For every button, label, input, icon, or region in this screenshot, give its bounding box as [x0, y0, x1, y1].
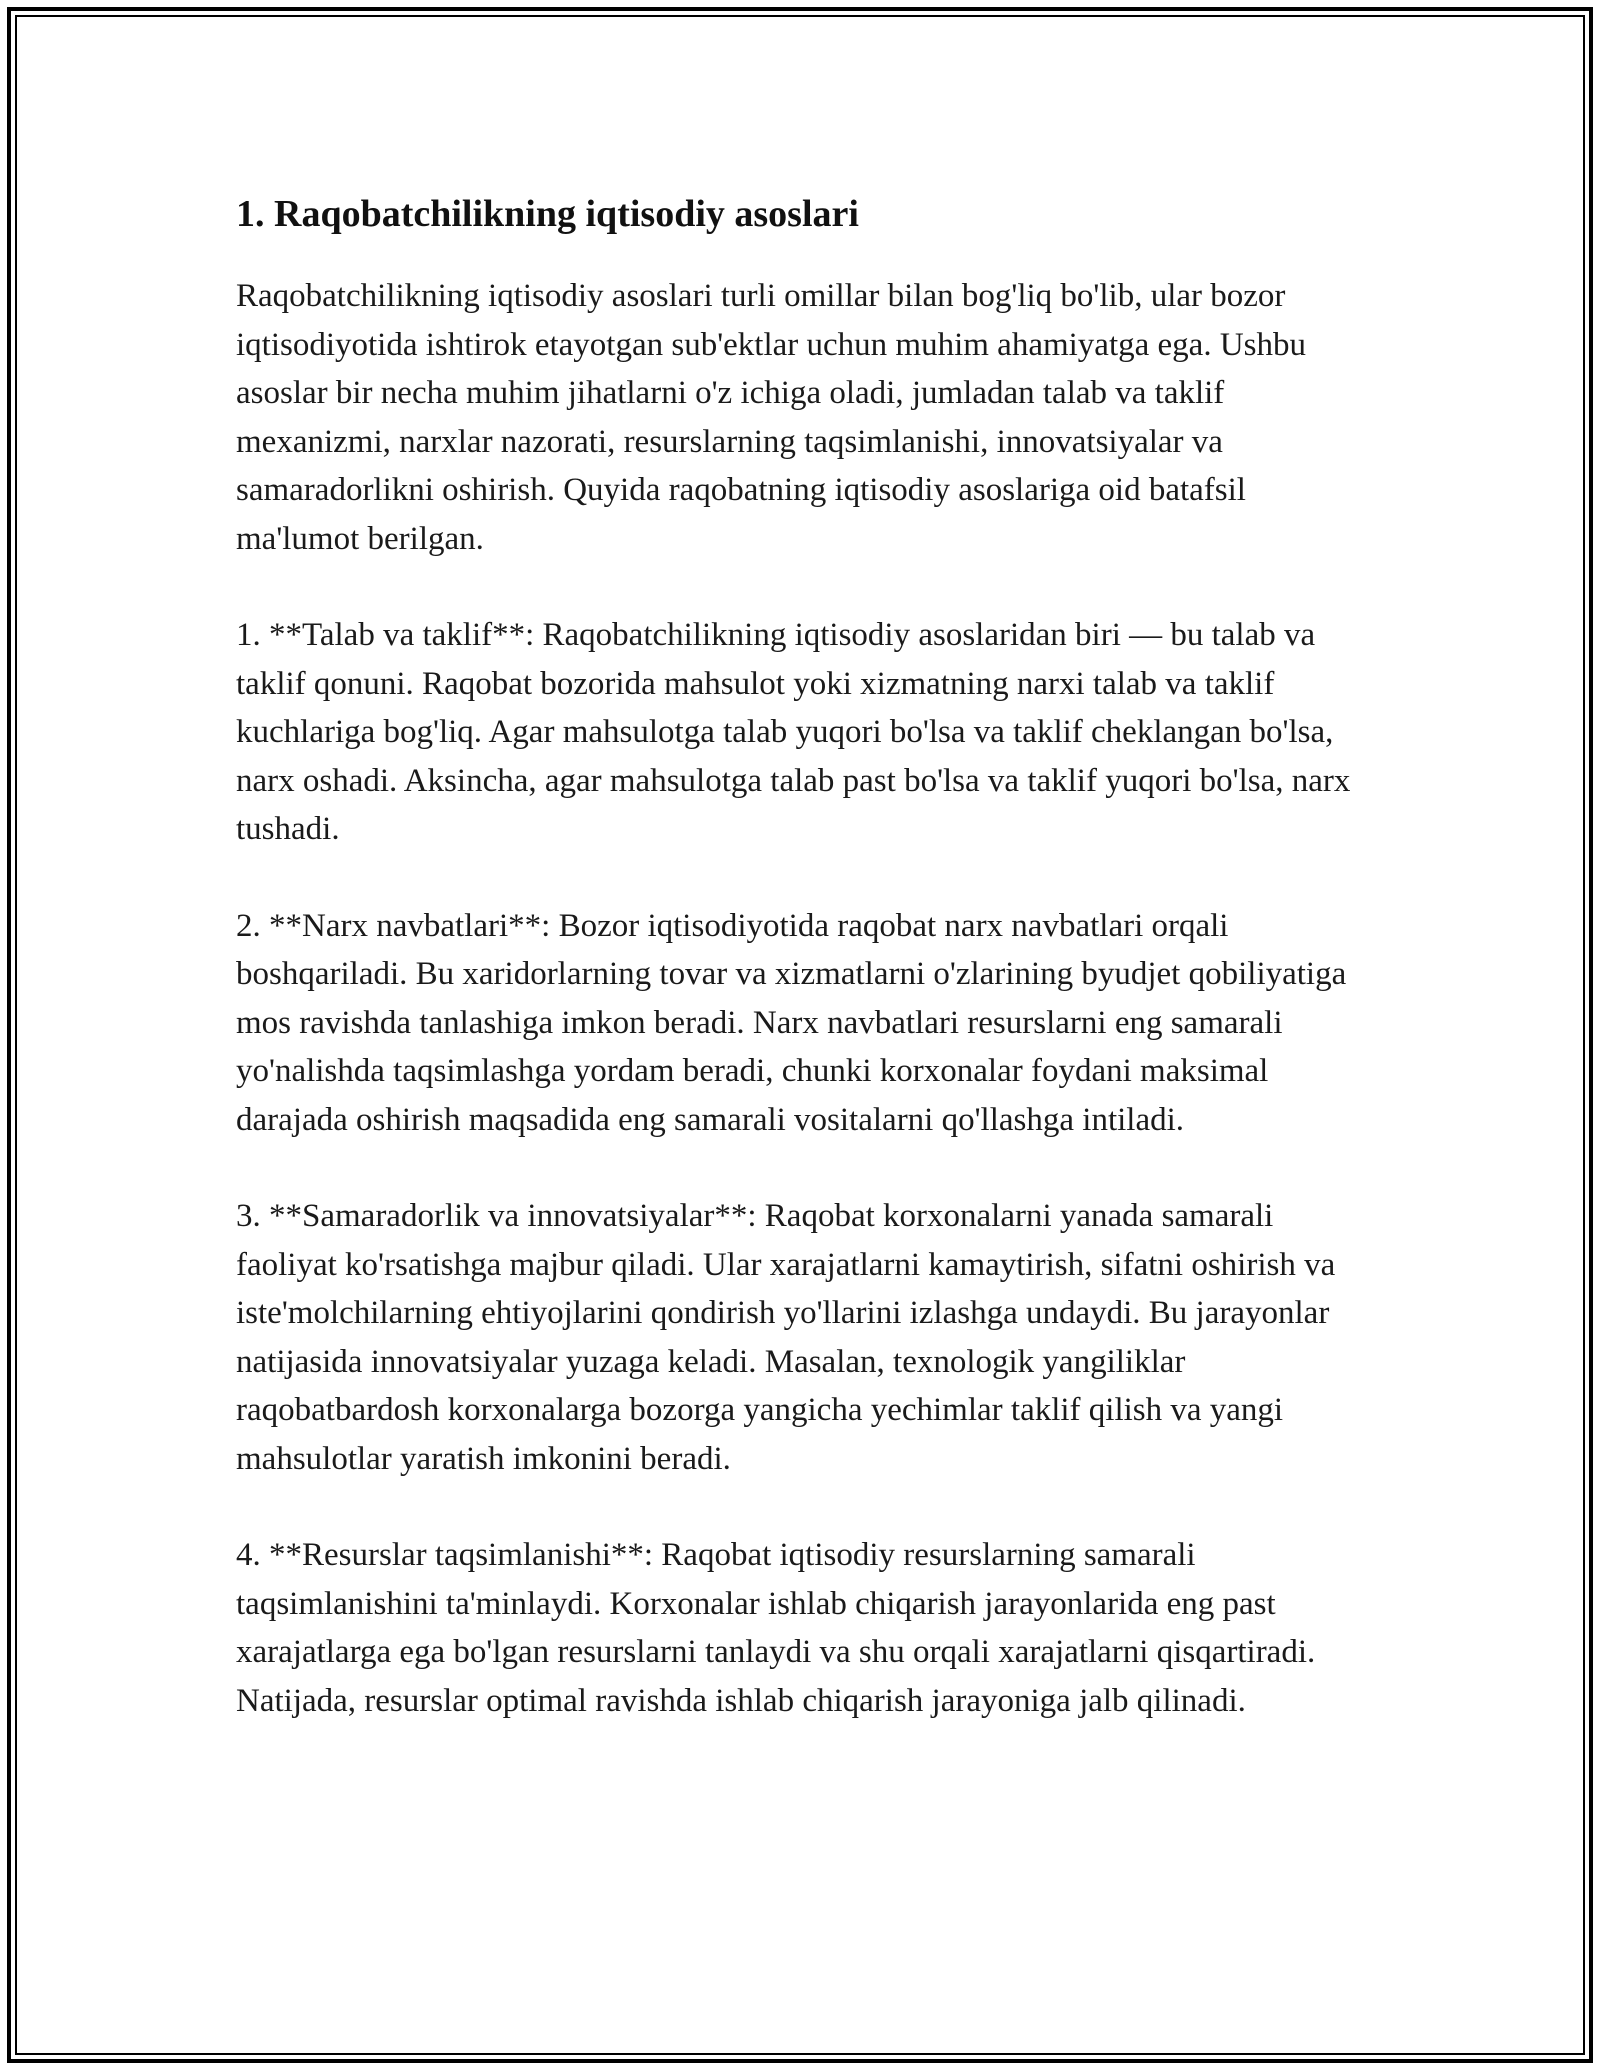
paragraph-efficiency-innovation: 3. **Samaradorlik va innovatsiyalar**: Raqobat korxonalarni yanada samarali faoliyat ko'rsatishga majbur qiladi. Ular xarajatlarni kamaytirish, sifatni oshirish va iste'molchilarning ehtiyojlarini qondirish yo'llarini izlashga undaydi. Bu jarayonlar natijasida innovatsiyalar yuzaga keladi. Masalan, texnologik yangiliklar raqobatbardosh korxonalarga bozorga yangicha yechimlar taklif qilish va yangi mahsulotlar yaratish imkonini beradi. [236, 1198, 1336, 1477]
paragraph-supply-demand: 1. **Talab va taklif**: Raqobatchilikning iqtisodiy asoslaridan biri — bu talab va taklif qonuni. Raqobat bozorida mahsulot yoki xizmatning narxi talab va taklif kuchlariga bog'liq. Agar mahsulotga talab yuqori bo'lsa va taklif cheklangan bo'lsa, narx oshadi. Aksincha, agar mahsulotga talab past bo'lsa va taklif yuqori bo'lsa, narx tushadi. [236, 617, 1351, 847]
paragraph-resource-allocation: 4. **Resurslar taqsimlanishi**: Raqobat iqtisodiy resurslarning samarali taqsimlanishini ta'minlaydi. Korxonalar ishlab chiqarish jarayonlarida eng past xarajatlarga ega bo'lgan resurslarni tanlaydi va shu orqali xarajatlarni qisqartiradi. Natijada, resurslar optimal ravishda ishlab chiqarish jarayoniga jalb qilinadi. [236, 1537, 1316, 1719]
intro-paragraph: Raqobatchilikning iqtisodiy asoslari turli omillar bilan bog'liq bo'lib, ular bozor iqtisodiyotida ishtirok etayotgan sub'ektlar uchun muhim ahamiyatga ega. Ushbu asoslar bir necha muhim jihatlarni o'z ichiga oladi, jumladan talab va taklif mexanizmi, narxlar nazorati, resurslarning taqsimlanishi, innovatsiyalar va samaradorlikni oshirish. Quyida raqobatning iqtisodiy asoslariga oid batafsil ma'lumot berilgan. [236, 278, 1306, 557]
document-body [236, 186, 1356, 1773]
paragraph-price-signals: 2. **Narx navbatlari**: Bozor iqtisodiyotida raqobat narx navbatlari orqali boshqariladi. Bu xaridorlarning tovar va xizmatlarni o'zlarining byudjet qobiliyatiga mos ravishda tanlashiga imkon beradi. Narx navbatlari resurslarni eng samarali yo'nalishda taqsimlashga yordam beradi, chunki korxonalar foydani maksimal darajada oshirish maqsadida eng samarali vositalarni qo'llashga intiladi. [236, 907, 1347, 1138]
section-heading: 1. Raqobatchilikning iqtisodiy asoslari [236, 193, 859, 235]
